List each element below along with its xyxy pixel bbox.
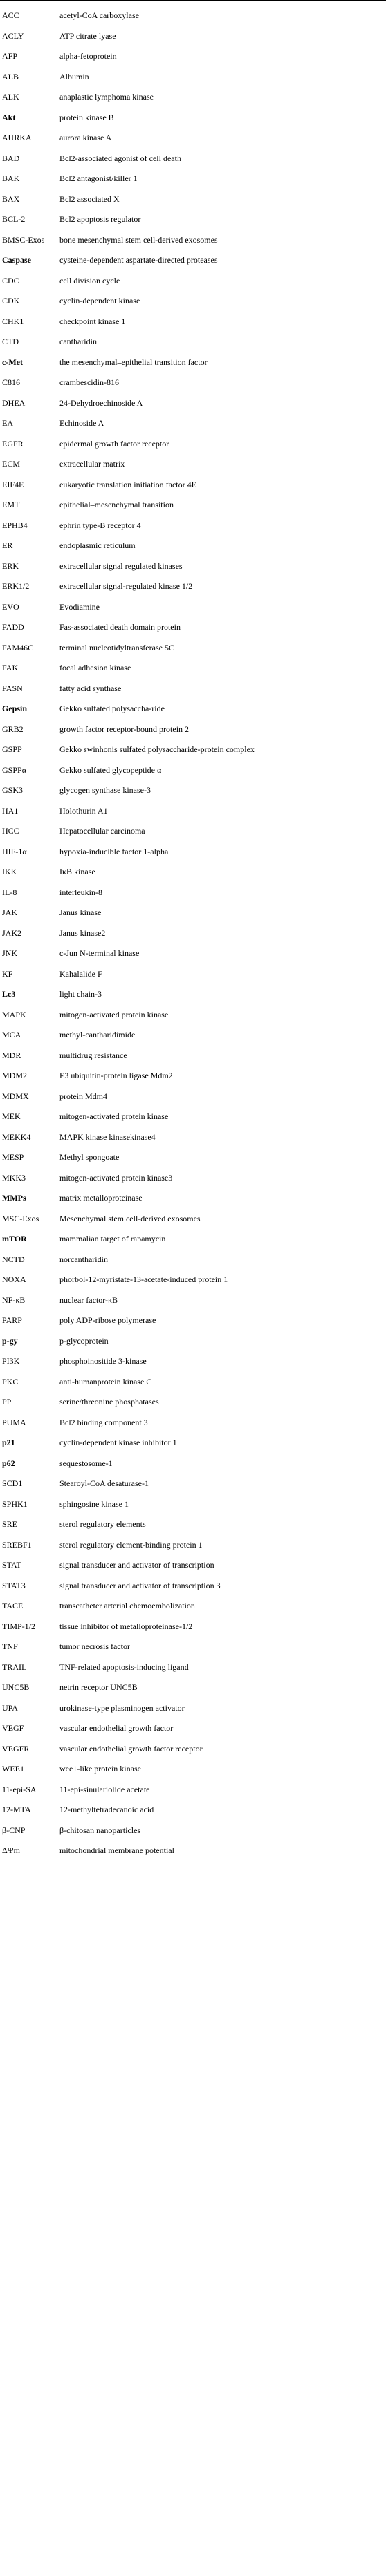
abbreviation-term: TACE bbox=[2, 1601, 24, 1611]
table-row bbox=[0, 658, 386, 679]
abbreviation-term: STAT bbox=[2, 1560, 21, 1570]
abbreviation-definition: light chain-3 bbox=[59, 989, 102, 999]
abbreviation-definition: sterol regulatory elements bbox=[59, 1519, 146, 1530]
abbreviation-term: ERK bbox=[2, 561, 19, 571]
table-row bbox=[0, 1392, 386, 1413]
abbreviation-term: HA1 bbox=[2, 805, 19, 816]
table-top-rule-cell bbox=[0, 1, 386, 6]
abbreviation-term: ΔΨm bbox=[0, 1841, 57, 1861]
table-row bbox=[0, 270, 386, 291]
abbreviation-term: FAM46C bbox=[2, 642, 34, 652]
abbreviation-term: MSC-Exos bbox=[2, 1213, 39, 1223]
abbreviation-definition: Echinoside A bbox=[59, 418, 104, 429]
abbreviation-term: CHK1 bbox=[2, 316, 24, 326]
abbreviation-term: DHEA bbox=[2, 397, 26, 408]
abbreviation-term: Caspase bbox=[2, 255, 32, 265]
abbreviation-term: GSPP bbox=[2, 744, 22, 755]
abbreviation-definition: phorbol-12-myristate-13-acetate-induced protein 1 bbox=[59, 1275, 228, 1285]
abbreviation-definition: p-glycoprotein bbox=[59, 1335, 109, 1346]
table-row bbox=[0, 1188, 386, 1209]
table-row bbox=[0, 1004, 386, 1025]
abbreviation-term: 12-MTA bbox=[2, 1805, 31, 1815]
table-top-rule bbox=[0, 1, 386, 6]
abbreviation-term: PUMA bbox=[2, 1417, 26, 1427]
abbreviation-definition: Kahalalide F bbox=[59, 968, 102, 979]
abbreviation-term: JAK2 bbox=[2, 928, 22, 938]
table-row bbox=[0, 1841, 386, 1861]
abbreviation-definition: protein Mdm4 bbox=[59, 1091, 107, 1101]
abbreviation-definition: cyclin-dependent kinase bbox=[59, 296, 140, 306]
abbreviation-term: TIMP-1/2 bbox=[2, 1621, 35, 1631]
table-row bbox=[0, 1657, 386, 1677]
table-row bbox=[0, 1534, 386, 1555]
table-row bbox=[0, 637, 386, 658]
abbreviation-term: NOXA bbox=[2, 1275, 26, 1285]
abbreviation-term: JAK bbox=[2, 908, 18, 918]
abbreviation-term: Akt bbox=[2, 112, 16, 122]
abbreviation-definition: crambescidin-816 bbox=[59, 377, 119, 388]
abbreviation-definition: Holothurin A1 bbox=[59, 805, 108, 816]
abbreviation-definition: extracellular matrix bbox=[59, 459, 125, 469]
table-row bbox=[0, 311, 386, 332]
abbreviation-definition: sequestosome-1 bbox=[59, 1458, 113, 1468]
abbreviation-definition: cysteine-dependent aspartate-directed proteases bbox=[59, 255, 218, 265]
abbreviation-definition: glycogen synthase kinase-3 bbox=[59, 785, 151, 796]
abbreviation-definition: mitogen-activated protein kinase3 bbox=[59, 1172, 173, 1183]
table-row bbox=[0, 87, 386, 108]
abbreviation-term: 11-epi-SA bbox=[2, 1784, 37, 1794]
table-row bbox=[0, 780, 386, 801]
abbreviation-term: FADD bbox=[2, 622, 24, 632]
table-row bbox=[0, 291, 386, 312]
table-row bbox=[0, 1229, 386, 1250]
table-row bbox=[0, 1616, 386, 1637]
table-row bbox=[0, 699, 386, 720]
table-row bbox=[0, 1494, 386, 1514]
abbreviation-term: FAK bbox=[2, 663, 19, 673]
table-row bbox=[0, 1066, 386, 1087]
abbreviation-definition: vascular endothelial growth factor receptor bbox=[59, 1743, 203, 1754]
abbreviation-definition: c-Jun N-terminal kinase bbox=[59, 948, 140, 959]
abbreviation-definition: multidrug resistance bbox=[59, 1050, 127, 1060]
abbreviation-definition: methyl-cantharidimide bbox=[59, 1030, 136, 1040]
table-row bbox=[0, 495, 386, 516]
abbreviation-definition: aurora kinase A bbox=[59, 133, 112, 143]
abbreviation-term: SREBF1 bbox=[2, 1539, 32, 1550]
abbreviation-definition: vascular endothelial growth factor bbox=[59, 1723, 174, 1733]
abbreviation-term: CDK bbox=[2, 296, 20, 306]
abbreviations-table-body bbox=[0, 1, 386, 1861]
abbreviation-term: EMT bbox=[2, 500, 20, 510]
abbreviation-definition: growth factor receptor-bound protein 2 bbox=[59, 724, 190, 734]
abbreviation-definition: Bcl2 associated X bbox=[59, 194, 120, 204]
table-row bbox=[0, 1718, 386, 1739]
abbreviation-term: MEKK4 bbox=[2, 1131, 31, 1142]
abbreviation-definition: signal transducer and activator of transcription 3 bbox=[59, 1580, 221, 1590]
table-row bbox=[0, 1514, 386, 1535]
abbreviation-term: BCL-2 bbox=[2, 214, 26, 225]
abbreviation-term: HCC bbox=[2, 826, 19, 836]
abbreviation-definition: wee1-like protein kinase bbox=[59, 1764, 141, 1774]
abbreviation-term: TRAIL bbox=[2, 1662, 27, 1672]
table-row bbox=[0, 740, 386, 760]
abbreviation-term: BAK bbox=[2, 173, 20, 184]
abbreviation-definition: nuclear factor-κB bbox=[59, 1295, 118, 1305]
abbreviation-term: MAPK bbox=[2, 1009, 26, 1019]
table-row bbox=[0, 474, 386, 495]
table-row bbox=[0, 678, 386, 699]
abbreviation-term: SPHK1 bbox=[2, 1498, 28, 1509]
abbreviation-term: MDR bbox=[2, 1050, 21, 1060]
abbreviation-term: mTOR bbox=[2, 1234, 27, 1244]
abbreviation-definition: Albumin bbox=[59, 71, 89, 82]
abbreviation-term: MKK3 bbox=[2, 1172, 26, 1183]
table-row bbox=[0, 1677, 386, 1698]
abbreviation-term: WEE1 bbox=[2, 1764, 24, 1774]
abbreviation-definition: endoplasmic reticulum bbox=[59, 540, 136, 551]
table-row bbox=[0, 1698, 386, 1718]
abbreviation-term: EA bbox=[2, 418, 13, 429]
abbreviation-term: KF bbox=[2, 968, 13, 979]
abbreviation-definition: TNF-related apoptosis-inducing ligand bbox=[59, 1662, 189, 1672]
abbreviation-definition: Gekko sulfated polysaccha-ride bbox=[59, 704, 165, 714]
abbreviation-term: NF-κB bbox=[2, 1295, 26, 1305]
abbreviation-term: β-CNP bbox=[2, 1825, 26, 1835]
abbreviation-definition: signal transducer and activator of transcription bbox=[59, 1560, 214, 1570]
abbreviation-term: GRB2 bbox=[2, 724, 24, 734]
abbreviation-definition: MAPK kinase kinasekinase4 bbox=[59, 1131, 156, 1142]
table-row bbox=[0, 128, 386, 149]
abbreviation-term: ERK1/2 bbox=[2, 581, 30, 592]
abbreviation-term: p-gy bbox=[2, 1335, 18, 1346]
table-row bbox=[0, 1167, 386, 1188]
table-row bbox=[0, 1555, 386, 1576]
table-row bbox=[0, 1453, 386, 1474]
abbreviation-term: MDMX bbox=[2, 1091, 29, 1101]
table-row bbox=[0, 352, 386, 373]
table-row bbox=[0, 576, 386, 597]
table-row bbox=[0, 189, 386, 209]
abbreviation-definition: Fas-associated death domain protein bbox=[59, 622, 181, 632]
abbreviation-term: SRE bbox=[2, 1519, 18, 1530]
abbreviation-term: VEGF bbox=[2, 1723, 24, 1733]
abbreviation-definition: checkpoint kinase 1 bbox=[59, 316, 126, 326]
abbreviation-definition: Bcl2 apoptosis regulator bbox=[59, 214, 141, 225]
table-row bbox=[0, 903, 386, 923]
table-row bbox=[0, 536, 386, 556]
table-row bbox=[0, 1249, 386, 1270]
abbreviation-definition: Janus kinase2 bbox=[59, 928, 106, 938]
abbreviation-definition: Stearoyl-CoA desaturase-1 bbox=[59, 1478, 149, 1489]
table-row bbox=[0, 596, 386, 617]
abbreviation-term: IL-8 bbox=[2, 887, 17, 897]
abbreviation-definition: 12-methyltetradecanoic acid bbox=[59, 1805, 154, 1815]
table-row bbox=[0, 1820, 386, 1841]
abbreviation-definition: serine/threonine phosphatases bbox=[59, 1397, 159, 1407]
abbreviation-term: UPA bbox=[2, 1702, 18, 1713]
abbreviation-term: STAT3 bbox=[2, 1580, 26, 1590]
abbreviation-term: BAX bbox=[2, 194, 20, 204]
abbreviation-definition: the mesenchymal–epithelial transition factor bbox=[59, 357, 208, 367]
abbreviation-definition: poly ADP-ribose polymerase bbox=[59, 1315, 156, 1326]
table-row bbox=[0, 1738, 386, 1759]
table-row bbox=[0, 148, 386, 169]
table-row bbox=[0, 169, 386, 189]
abbreviation-definition: Gekko swinhonis sulfated polysaccharide-protein complex bbox=[59, 744, 255, 755]
table-row bbox=[0, 26, 386, 46]
abbreviation-definition: sphingosine kinase 1 bbox=[59, 1498, 129, 1509]
abbreviation-definition: protein kinase B bbox=[59, 112, 114, 122]
abbreviation-term: NCTD bbox=[2, 1254, 25, 1264]
abbreviation-term: ER bbox=[2, 540, 13, 551]
abbreviation-term: ECM bbox=[2, 459, 21, 469]
abbreviation-definition: matrix metalloproteinase bbox=[59, 1193, 143, 1203]
abbreviation-definition: 24-Dehydroechinoside A bbox=[59, 397, 143, 408]
table-row bbox=[0, 454, 386, 475]
table-row bbox=[0, 1290, 386, 1310]
abbreviation-term: CDC bbox=[2, 275, 19, 285]
abbreviation-definition: epidermal growth factor receptor bbox=[59, 438, 169, 449]
table-row bbox=[0, 1433, 386, 1454]
abbreviation-term: SCD1 bbox=[2, 1478, 23, 1489]
abbreviation-term: BMSC-Exos bbox=[2, 234, 45, 245]
table-row bbox=[0, 862, 386, 883]
abbreviation-term: C816 bbox=[2, 377, 21, 388]
table-row bbox=[0, 882, 386, 903]
abbreviation-definition: 11-epi-sinulariolide acetate bbox=[59, 1784, 150, 1794]
table-row bbox=[0, 1025, 386, 1046]
table-row bbox=[0, 1779, 386, 1800]
table-row bbox=[0, 1351, 386, 1372]
abbreviation-definition: mitochondrial membrane potential bbox=[57, 1841, 386, 1861]
abbreviation-definition: hypoxia-inducible factor 1-alpha bbox=[59, 846, 169, 856]
abbreviation-definition: mitogen-activated protein kinase bbox=[59, 1009, 169, 1019]
abbreviation-term: MESP bbox=[2, 1152, 24, 1163]
abbreviation-definition: fatty acid synthase bbox=[59, 683, 122, 693]
table-row bbox=[0, 617, 386, 638]
table-row bbox=[0, 250, 386, 271]
table-row bbox=[0, 1208, 386, 1229]
table-row bbox=[0, 6, 386, 26]
abbreviation-definition: interleukin-8 bbox=[59, 887, 102, 897]
abbreviation-definition: focal adhesion kinase bbox=[59, 663, 131, 673]
table-row bbox=[0, 515, 386, 536]
abbreviation-term: PKC bbox=[2, 1376, 19, 1386]
abbreviation-term: PARP bbox=[2, 1315, 22, 1326]
abbreviation-definition: extracellular signal-regulated kinase 1/2 bbox=[59, 581, 193, 592]
abbreviation-definition: cantharidin bbox=[59, 337, 97, 347]
abbreviation-definition: Hepatocellular carcinoma bbox=[59, 826, 145, 836]
abbreviation-definition: anaplastic lymphoma kinase bbox=[59, 92, 154, 102]
abbreviation-term: AURKA bbox=[2, 133, 32, 143]
abbreviation-definition: Gekko sulfated glycopeptide α bbox=[59, 764, 162, 775]
abbreviation-term: ALB bbox=[2, 71, 19, 82]
abbreviation-term: FASN bbox=[2, 683, 23, 693]
table-row bbox=[0, 984, 386, 1005]
abbreviation-term: Lc3 bbox=[2, 989, 16, 999]
abbreviation-definition: Bcl2 antagonist/killer 1 bbox=[59, 173, 138, 184]
abbreviation-definition: transcatheter arterial chemoembolization bbox=[59, 1601, 195, 1611]
table-row bbox=[0, 1759, 386, 1780]
table-row bbox=[0, 1127, 386, 1147]
abbreviation-definition: Bcl2-associated agonist of cell death bbox=[59, 153, 181, 163]
abbreviation-term: PI3K bbox=[2, 1356, 20, 1366]
abbreviation-definition: sterol regulatory element-binding protein 1 bbox=[59, 1539, 203, 1550]
table-row bbox=[0, 760, 386, 780]
table-row bbox=[0, 963, 386, 984]
abbreviation-term: PP bbox=[2, 1397, 12, 1407]
table-row bbox=[0, 1371, 386, 1392]
table-row bbox=[0, 433, 386, 454]
abbreviation-definition: IκB kinase bbox=[59, 867, 95, 877]
abbreviation-term: GSPPα bbox=[2, 764, 26, 775]
table-row bbox=[0, 1310, 386, 1331]
abbreviation-definition: ATP citrate lyase bbox=[59, 30, 116, 41]
abbreviation-term: EPHB4 bbox=[2, 520, 28, 530]
abbreviation-definition: Evodiamine bbox=[59, 601, 100, 612]
table-row bbox=[0, 1637, 386, 1657]
table-row bbox=[0, 1596, 386, 1617]
abbreviation-definition: phosphoinositide 3-kinase bbox=[59, 1356, 147, 1366]
table-row bbox=[0, 556, 386, 576]
abbreviation-term: EVO bbox=[2, 601, 19, 612]
table-row bbox=[0, 719, 386, 740]
abbreviation-term: MCA bbox=[2, 1030, 21, 1040]
abbreviation-definition: tumor necrosis factor bbox=[59, 1642, 130, 1652]
abbreviation-term: CTD bbox=[2, 337, 19, 347]
abbreviation-definition: cyclin-dependent kinase inhibitor 1 bbox=[59, 1438, 177, 1448]
table-row bbox=[0, 1147, 386, 1168]
abbreviation-term: EIF4E bbox=[2, 479, 24, 489]
abbreviation-term: ACC bbox=[2, 10, 19, 21]
abbreviation-definition: tissue inhibitor of metalloproteinase-1/2 bbox=[59, 1621, 193, 1631]
abbreviation-definition: Janus kinase bbox=[59, 908, 102, 918]
abbreviation-definition: ephrin type-B receptor 4 bbox=[59, 520, 141, 530]
abbreviation-term: HIF-1α bbox=[2, 846, 27, 856]
abbreviation-term: c-Met bbox=[2, 357, 23, 367]
abbreviation-term: JNK bbox=[2, 948, 18, 959]
table-row bbox=[0, 821, 386, 842]
table-row bbox=[0, 1045, 386, 1066]
table-row bbox=[0, 1800, 386, 1821]
abbreviation-definition: acetyl-CoA carboxylase bbox=[59, 10, 139, 21]
abbreviation-term: p62 bbox=[2, 1458, 15, 1468]
abbreviation-definition: alpha-fetoprotein bbox=[59, 51, 117, 62]
abbreviation-definition: urokinase-type plasminogen activator bbox=[59, 1702, 185, 1713]
table-row bbox=[0, 1412, 386, 1433]
abbreviation-definition: norcantharidin bbox=[59, 1254, 108, 1264]
abbreviation-term: BAD bbox=[2, 153, 20, 163]
abbreviation-term: EGFR bbox=[2, 438, 24, 449]
abbreviation-definition: Methyl spongoate bbox=[59, 1152, 120, 1163]
table-row bbox=[0, 1107, 386, 1127]
abbreviation-term: UNC5B bbox=[2, 1682, 30, 1693]
abbreviation-definition: eukaryotic translation initiation factor 4E bbox=[59, 479, 196, 489]
table-row bbox=[0, 66, 386, 87]
abbreviation-term: MEK bbox=[2, 1111, 21, 1122]
abbreviation-definition: extracellular signal regulated kinases bbox=[59, 561, 183, 571]
abbreviation-term: AFP bbox=[2, 51, 18, 62]
abbreviation-definition: terminal nucleotidyltransferase 5C bbox=[59, 642, 174, 652]
abbreviation-definition: Mesenchymal stem cell-derived exosomes bbox=[59, 1213, 201, 1223]
abbreviation-term: p21 bbox=[2, 1438, 15, 1448]
abbreviation-term: GSK3 bbox=[2, 785, 24, 796]
table-row bbox=[0, 393, 386, 413]
abbreviation-term: VEGFR bbox=[2, 1743, 30, 1754]
abbreviation-definition: E3 ubiquitin-protein ligase Mdm2 bbox=[59, 1071, 173, 1081]
abbreviation-term: MDM2 bbox=[2, 1071, 28, 1081]
abbreviation-definition: bone mesenchymal stem cell-derived exosomes bbox=[59, 234, 218, 245]
table-row bbox=[0, 46, 386, 67]
table-row bbox=[0, 800, 386, 821]
abbreviation-term: Gepsin bbox=[2, 704, 28, 714]
abbreviation-definition: β-chitosan nanoparticles bbox=[59, 1825, 141, 1835]
abbreviation-definition: anti-humanprotein kinase C bbox=[59, 1376, 152, 1386]
abbreviation-definition: cell division cycle bbox=[59, 275, 120, 285]
abbreviation-definition: netrin receptor UNC5B bbox=[59, 1682, 138, 1693]
table-row bbox=[0, 943, 386, 964]
table-row bbox=[0, 1474, 386, 1494]
table-row bbox=[0, 373, 386, 393]
table-row bbox=[0, 107, 386, 128]
abbreviation-definition: mammalian target of rapamycin bbox=[59, 1234, 166, 1244]
abbreviation-term: MMPs bbox=[2, 1193, 26, 1203]
abbreviation-term: ALK bbox=[2, 92, 19, 102]
table-row bbox=[0, 923, 386, 943]
table-row bbox=[0, 332, 386, 352]
table-row bbox=[0, 229, 386, 250]
table-row bbox=[0, 841, 386, 862]
table-row bbox=[0, 413, 386, 434]
abbreviation-definition: Bcl2 binding component 3 bbox=[59, 1417, 148, 1427]
abbreviation-definition: mitogen-activated protein kinase bbox=[59, 1111, 169, 1122]
table-row bbox=[0, 209, 386, 230]
table-row bbox=[0, 1575, 386, 1596]
table-row bbox=[0, 1331, 386, 1351]
abbreviation-term: TNF bbox=[2, 1642, 18, 1652]
table-row bbox=[0, 1086, 386, 1107]
abbreviation-definition: epithelial–mesenchymal transition bbox=[59, 500, 174, 510]
abbreviation-term: ACLY bbox=[2, 30, 24, 41]
abbreviation-term: IKK bbox=[2, 867, 17, 877]
table-row bbox=[0, 1270, 386, 1290]
